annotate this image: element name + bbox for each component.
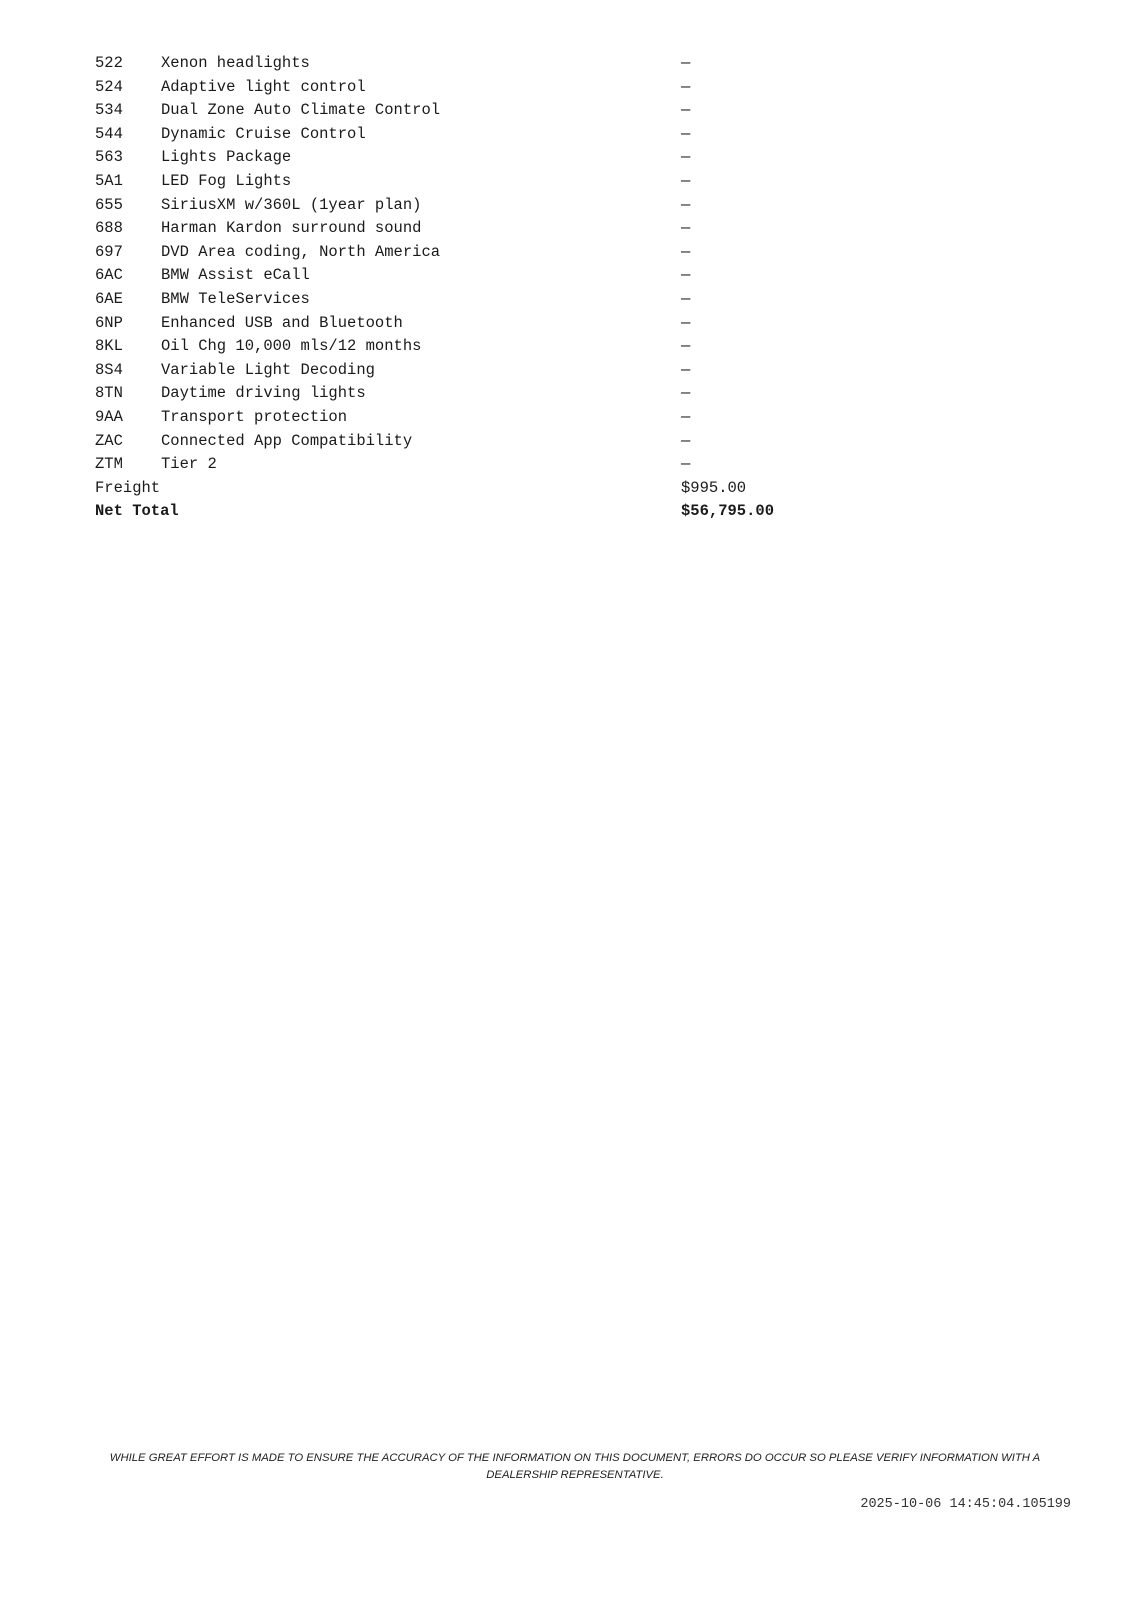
- option-description: BMW TeleServices: [161, 289, 310, 308]
- freight-row: [95, 477, 795, 501]
- option-code: 6AC: [95, 266, 123, 285]
- print-timestamp: 2025-10-06 14:45:04.105199: [860, 1497, 1071, 1512]
- option-row: [95, 430, 795, 454]
- option-description: Harman Kardon surround sound: [161, 219, 422, 238]
- option-price: —: [681, 455, 691, 474]
- option-code: 6AE: [95, 289, 123, 308]
- option-code: 8TN: [95, 384, 123, 403]
- option-price: —: [681, 337, 691, 356]
- option-price: —: [681, 313, 691, 332]
- option-description: Xenon headlights: [161, 54, 310, 72]
- option-code: ZTM: [95, 455, 123, 474]
- option-row: [95, 146, 795, 170]
- option-price: —: [681, 431, 691, 450]
- option-row: [95, 99, 795, 123]
- option-row: [95, 217, 795, 241]
- net-total-price: $56,795.00: [681, 502, 775, 521]
- option-price: —: [681, 101, 691, 120]
- option-row: [95, 241, 795, 265]
- option-code: 522: [95, 54, 123, 72]
- option-code: 524: [95, 77, 123, 96]
- option-row: [95, 76, 795, 100]
- option-description: BMW Assist eCall: [161, 266, 310, 285]
- option-code: 655: [95, 195, 123, 214]
- option-description: Transport protection: [161, 407, 348, 426]
- freight-price: $995.00: [681, 478, 747, 497]
- option-price: —: [681, 266, 691, 285]
- net-total-label: Net Total: [95, 502, 179, 521]
- option-row: [95, 453, 795, 477]
- option-price: —: [681, 77, 691, 96]
- option-price: —: [681, 384, 691, 403]
- option-description: LED Fog Lights: [161, 171, 292, 190]
- option-row: [95, 288, 795, 312]
- option-description: Dual Zone Auto Climate Control: [161, 101, 441, 120]
- option-price: —: [681, 171, 691, 190]
- option-price: —: [681, 195, 691, 214]
- option-price: —: [681, 54, 691, 72]
- option-code: 688: [95, 219, 123, 238]
- option-price: —: [681, 360, 691, 379]
- option-code: 544: [95, 124, 123, 143]
- option-row: [95, 382, 795, 406]
- option-description: Tier 2: [161, 455, 217, 474]
- option-price: —: [681, 289, 691, 308]
- option-code: 697: [95, 242, 123, 261]
- freight-label: Freight: [95, 478, 161, 497]
- option-description: Dynamic Cruise Control: [161, 124, 366, 143]
- option-row: [95, 170, 795, 194]
- option-price: —: [681, 148, 691, 167]
- option-row: [95, 264, 795, 288]
- option-row: [95, 123, 795, 147]
- option-description: Lights Package: [161, 148, 292, 167]
- option-code: 8S4: [95, 360, 123, 379]
- option-code: 8KL: [95, 337, 123, 356]
- option-row: [95, 194, 795, 218]
- net-total-row: [95, 500, 795, 524]
- option-description: Daytime driving lights: [161, 384, 366, 403]
- option-description: Oil Chg 10,000 mls/12 months: [161, 337, 422, 356]
- option-description: Connected App Compatibility: [161, 431, 413, 450]
- option-description: Variable Light Decoding: [161, 360, 375, 379]
- option-description: SiriusXM w/360L (1year plan): [161, 195, 422, 214]
- option-code: 6NP: [95, 313, 123, 332]
- option-code: 563: [95, 148, 123, 167]
- option-code: ZAC: [95, 431, 123, 450]
- option-code: 9AA: [95, 407, 123, 426]
- option-description: Enhanced USB and Bluetooth: [161, 313, 403, 332]
- option-code: 534: [95, 101, 123, 120]
- option-row: [95, 335, 795, 359]
- option-description: Adaptive light control: [161, 77, 366, 96]
- option-row: [95, 406, 795, 430]
- option-row: [95, 359, 795, 383]
- disclaimer-text: WHILE GREAT EFFORT IS MADE TO ENSURE THE ACCURACY OF THE INFORMATION ON THIS DOCUMENT, ERRORS DO OCCUR SO PLEASE VERIFY INFORMATION WITH A DEALERSHIP REPRESENTATIVE.: [109, 1452, 1041, 1481]
- option-description: DVD Area coding, North America: [161, 242, 441, 261]
- option-code: 5A1: [95, 171, 123, 190]
- option-row: [95, 312, 795, 336]
- option-price: —: [681, 219, 691, 238]
- option-price: —: [681, 242, 691, 261]
- option-price: —: [681, 407, 691, 426]
- option-row: [95, 52, 795, 76]
- option-price: —: [681, 124, 691, 143]
- options-table: [95, 52, 795, 524]
